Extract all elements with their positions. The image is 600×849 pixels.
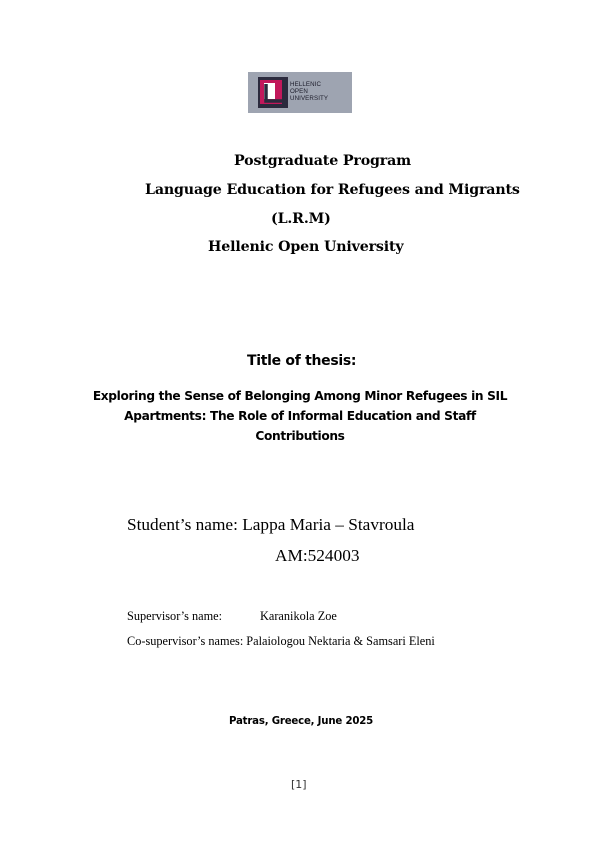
cosupervisor-names: Co-supervisor’s names: Palaiologou Nektaria & Samsari Eleni <box>127 634 435 648</box>
thesis-title-line-2: Apartments: The Role of Informal Education and Staff <box>124 409 476 423</box>
supervisor-name: Karanikola Zoe <box>260 609 337 623</box>
thesis-heading: Title of thesis: <box>247 353 357 369</box>
logo-mark-icon <box>258 77 288 108</box>
program-name: Language Education for Refugees and Migrants <box>145 182 520 198</box>
logo-text <box>290 81 328 102</box>
logo-line-1: HELLENIC <box>290 81 322 88</box>
university-logo <box>248 72 352 113</box>
student-name: Student’s name: Lappa Maria – Stavroula <box>127 515 415 534</box>
logo-line-3: UNIVERSITY <box>290 95 329 102</box>
page-number: [1] <box>291 778 307 791</box>
program-abbreviation: (L.R.M) <box>271 211 331 227</box>
logo-line-2: OPEN <box>290 88 308 95</box>
place-date: Patras, Greece, June 2025 <box>229 716 373 727</box>
thesis-title-line-3: Contributions <box>255 429 345 443</box>
student-am: AM:524003 <box>275 546 360 565</box>
thesis-title-line-1: Exploring the Sense of Belonging Among Minor Refugees in SIL <box>92 389 508 403</box>
university-name: Hellenic Open University <box>208 239 404 255</box>
program-title: Postgraduate Program <box>234 153 412 169</box>
supervisor-label: Supervisor’s name: <box>127 609 223 623</box>
thesis-title <box>80 386 520 446</box>
